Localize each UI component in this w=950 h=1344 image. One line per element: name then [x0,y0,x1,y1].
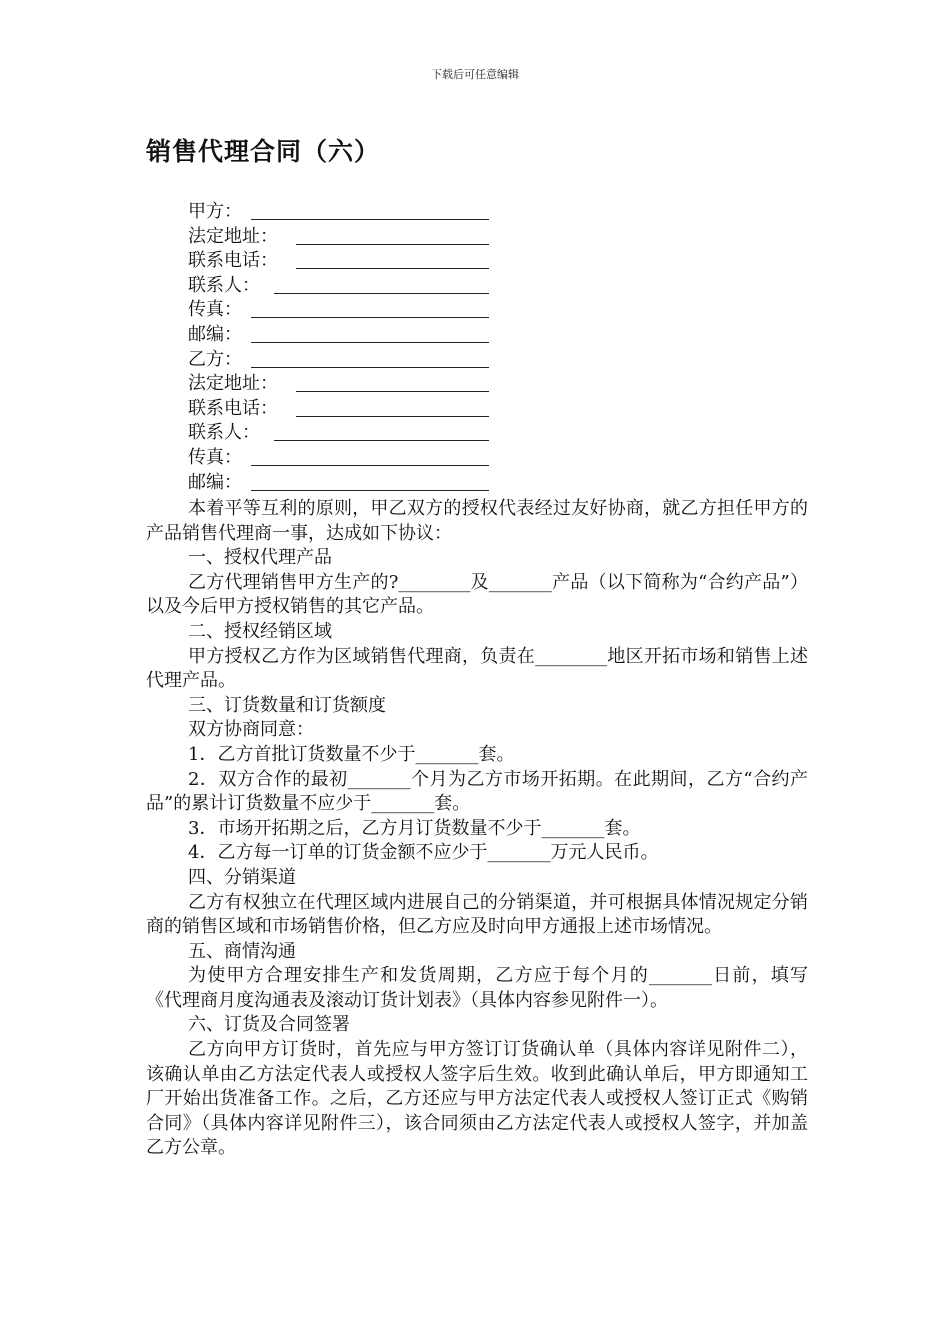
fill-in-blank [296,372,489,392]
fill-in-blank [274,274,489,294]
field-label: 乙方： [188,348,242,370]
party-b-postcode-field [188,471,278,496]
preamble-paragraph: 本着平等互利的原则，甲乙双方的授权代表经过友好协商，就乙方担任甲方的产品销售代理商一事，达成如下协议： [146,498,808,544]
clause-item: 1．乙方首批订货数量不少于_______套。 [188,743,515,765]
party-b-name-field [188,348,278,373]
section-paragraph: 双方协商同意： [188,719,314,741]
section-heading-2: 二、授权经销区域 [188,620,332,642]
party-b-contact-field [188,421,278,446]
field-label: 传真： [188,299,242,321]
party-info-fields [188,200,278,495]
fill-in-blank [251,471,489,491]
fill-in-blank [296,397,489,417]
section-heading-5: 五、商情沟通 [188,940,296,962]
clause-item: 2．双方合作的最初_______个月为乙方市场开拓期。在此期间，乙方“合约产品”的累计订货数量不应少于_______套。 [146,768,808,815]
contract-title: 销售代理合同（六） [146,137,381,166]
section-paragraph: 为使甲方合理安排生产和发货周期，乙方应于每个月的_______日前，填写《代理商月度沟通表及滚动订货计划表》（具体内容参见附件一）。 [146,965,808,1011]
section-heading-3: 三、订货数量和订货额度 [188,694,386,716]
party-a-name-field [188,200,278,225]
fill-in-blank [251,298,489,318]
party-a-postcode-field [188,323,278,348]
page-header-note: 下载后可任意编辑 [431,68,519,81]
party-a-phone-field [188,249,278,274]
party-a-fax-field [188,298,278,323]
party-a-contact-field [188,274,278,299]
fill-in-blank [251,348,489,368]
fill-in-blank [296,225,489,245]
party-b-phone-field [188,397,278,422]
fill-in-blank [251,446,489,466]
section-paragraph: 乙方向甲方订货时，首先应与甲方签订订货确认单（具体内容详见附件二），该确认单由乙方法定代表人或授权人签字后生效。收到此确认单后，甲方即通知工厂开始出货准备工作。之后，乙方还应与甲方法定代表人或授权人签订正式《购销合同》（具体内容详见附件三），该合同须由乙方法定代表人或授权人签字，并加盖乙方公章。 [146,1039,808,1159]
field-label: 法定地址： [188,225,278,247]
fill-in-blank [251,323,489,343]
section-heading-1: 一、授权代理产品 [188,547,332,569]
field-label: 邮编： [188,323,242,345]
field-label: 联系人： [188,274,260,296]
party-a-address-field [188,225,278,250]
field-label: 联系人： [188,422,260,444]
party-b-address-field [188,372,278,397]
party-b-fax-field [188,446,278,471]
field-label: 传真： [188,446,242,468]
section-paragraph: 乙方有权独立在代理区域内进展自己的分销渠道，并可根据具体情况规定分销商的销售区域和市场销售价格，但乙方应及时向甲方通报上述市场情况。 [146,891,808,938]
clause-item: 4．乙方每一订单的订货金额不应少于_______万元人民币。 [188,842,659,864]
fill-in-blank [274,421,489,441]
clause-item: 3．市场开拓期之后，乙方月订货数量不少于_______套。 [188,817,641,839]
section-heading-6: 六、订货及合同签署 [188,1014,350,1036]
field-label: 法定地址： [188,373,278,395]
field-label: 甲方： [188,201,242,222]
section-paragraph: 甲方授权乙方作为区域销售代理商，负责在________地区开拓市场和销售上述代理产品。 [146,645,808,692]
fill-in-blank [251,200,489,220]
field-label: 邮编： [188,471,242,493]
contract-body [146,497,808,1161]
field-label: 联系电话： [188,397,278,419]
section-paragraph: 乙方代理销售甲方生产的?________及_______产品（以下简称为“合约产品”）以及今后甲方授权销售的其它产品。 [146,571,808,618]
field-label: 联系电话： [188,250,278,272]
section-heading-4: 四、分销渠道 [188,866,296,888]
fill-in-blank [296,249,489,269]
